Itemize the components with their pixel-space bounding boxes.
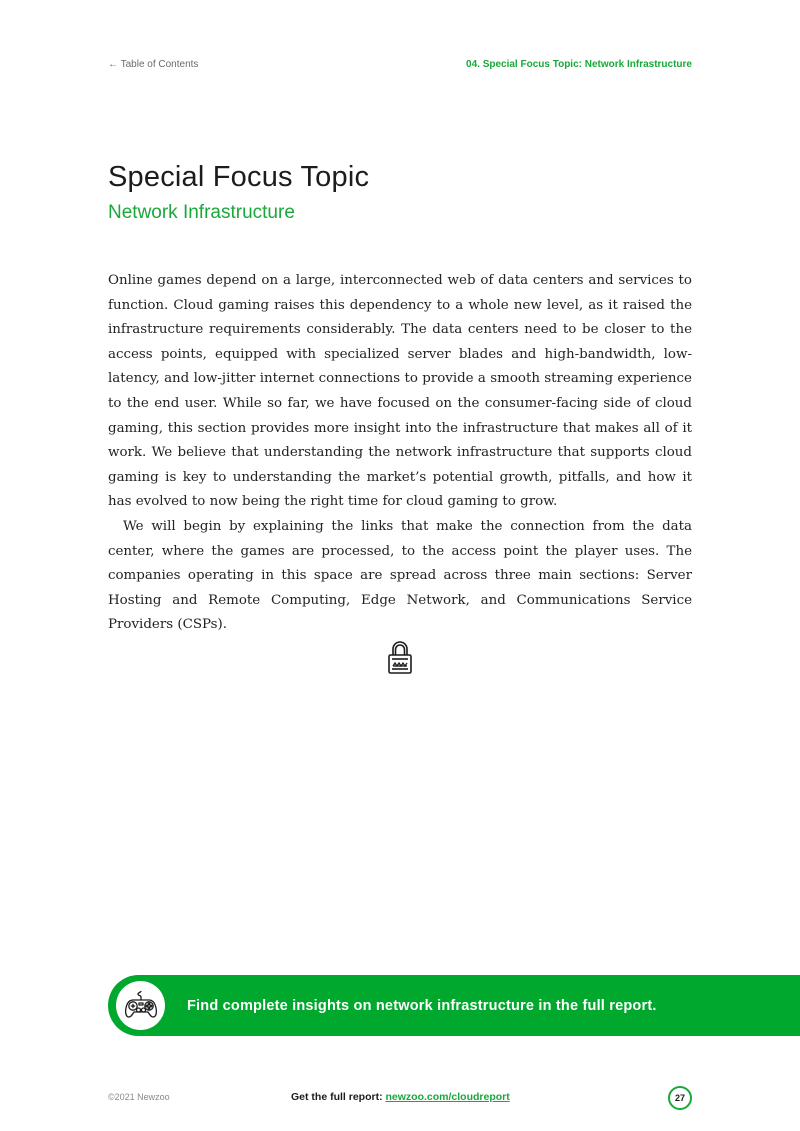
cloudreport-link[interactable]: newzoo.com/cloudreport <box>385 1091 510 1103</box>
cta-label: Get the full report: <box>291 1091 386 1103</box>
copyright: ©2021 Newzoo <box>108 1092 170 1102</box>
section-breadcrumb: 04. Special Focus Topic: Network Infrastructure <box>466 59 692 70</box>
page-title: Special Focus Topic <box>108 161 370 193</box>
paragraph: We will begin by explaining the links that make the connection from the data center, where the games are processed, to the access point the player uses. The companies operating in this space are spread across three main sections: Server Hosting and Remote Computing, Edge Network, and Communications Service Providers (CSPs). <box>108 518 692 633</box>
page-header <box>108 59 692 73</box>
banner-icon-circle <box>116 981 165 1030</box>
full-report-banner[interactable] <box>108 975 800 1036</box>
gamepad-icon <box>124 991 158 1021</box>
body-text <box>108 269 692 638</box>
page-footer <box>108 1086 692 1110</box>
table-of-contents-link[interactable]: ← Table of Contents <box>108 59 199 70</box>
banner-text: Find complete insights on network infrastructure in the full report. <box>187 997 657 1014</box>
page-subtitle: Network Infrastructure <box>108 202 295 223</box>
page-number: 27 <box>668 1086 692 1110</box>
full-report-cta <box>291 1091 510 1103</box>
lock-icon <box>386 640 414 676</box>
paragraph: Online games depend on a large, interconnected web of data centers and services to function. Cloud gaming raises this dependency to a whole new level, as it raised the infrastructure requirements considerably. The data centers need to be closer to the access points, equipped with specialized server blades and high-bandwidth, low-latency, and low-jitter internet connections to provide a smooth streaming experience to the end user. While so far, we have focused on the consumer-facing side of cloud gaming, this section provides more insight into the infrastructure that makes all of it work. We believe that understanding the network infrastructure that supports cloud gaming is key to understanding the market’s potential growth, pitfalls, and how it has evolved to now being the right time for cloud gaming to grow. <box>108 273 692 510</box>
